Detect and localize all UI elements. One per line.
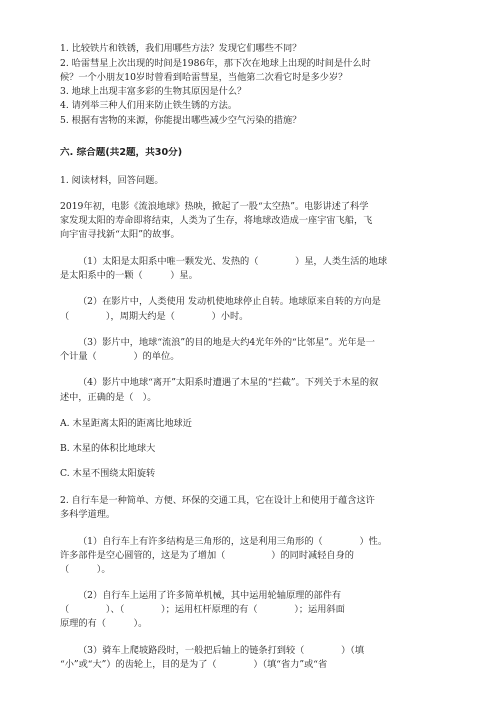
question-line: 1. 比较铁片和铁锈，我们用哪些方法？发现它们哪些不同？ (60, 43, 302, 54)
question-line: 候？一个小朋友10岁时曾看到哈雷彗星，当他第二次看它时是多少岁？ (60, 72, 348, 83)
sub-question-line: （3）骑车上爬坡路段时，一般把后轴上的链条打到较（ ）（填 (78, 645, 365, 656)
section-heading: 六. 综合题(共2题，共30分) (60, 147, 183, 158)
sub-question-line: （ ）。 (60, 564, 111, 575)
sub-question-line: 原理的有（ ）。 (60, 618, 148, 629)
sub-question-line: （ ）、（ ）；运用杠杆原理的有（ ）；运用斜面 (60, 604, 345, 615)
passage-line: 家发现太阳的寿命即将结束，人类为了生存，将地球改造成一座宇宙飞船，飞 (60, 215, 373, 226)
option-c: C. 木星不围绕太阳旋转 (60, 468, 156, 479)
question-title: 1. 阅读材料，回答问题。 (60, 175, 164, 186)
option-a: A. 木星距离太阳的距离比地球近 (60, 418, 192, 429)
sub-question-line: 述中，正确的是（ ）。 (60, 392, 157, 403)
question-line: 3. 地球上出现丰富多彩的生物其原因是什么？ (60, 86, 247, 97)
sub-question-line: （1）自行车上有许多结构是三角形的，这是利用三角形的（ ）性。 (78, 536, 388, 547)
question-line: 2. 哈雷彗星上次出现的时间是1986年，那下次在地球上出现的时间是什么时 (60, 58, 371, 69)
sub-question-line: 是太阳系中的一颗（ ）星。 (60, 270, 198, 281)
question-line: 5. 根据有害物的来源，你能提出哪些减少空气污染的措施？ (60, 115, 302, 126)
passage-line: 2019年初，电影《流浪地球》热映，掀起了一股“太空热”。电影讲述了科学 (60, 201, 369, 212)
sub-question-line: （4）影片中地球“离开”太阳系时遭遇了木星的“拦截”。下列关于木星的叙 (78, 377, 379, 388)
sub-question-line: （2）在影片中，人类使用 发动机使地球停止自转。地球原来自转的方向是 (78, 296, 381, 307)
sub-question-line: （ ），周期大约是（ ）小时。 (60, 311, 249, 322)
sub-question-line: （2）自行车上运用了许多简单机械，其中运用轮轴原理的部件有 (78, 590, 342, 601)
question-intro-line: 多科学道理。 (60, 509, 116, 520)
sub-question-line: （3）影片中，地球“流浪”的目的地是大约4光年外的“比邻星”。光年是一 (78, 337, 375, 348)
passage-line: 向宇宙寻找新“太阳”的故事。 (60, 229, 180, 240)
option-b: B. 木星的体积比地球大 (60, 443, 156, 454)
question-line: 4. 请列举三种人们用来防止铁生锈的方法。 (60, 100, 238, 111)
sub-question-line: “小”或“大”）的齿轮上，目的是为了（ ）（填“省力”或“省 (60, 659, 328, 670)
question-intro-line: 2. 自行车是一种简单、方便、环保的交通工具，它在设计上和使用于蕴含这许 (60, 495, 375, 506)
sub-question-line: 许多部件是空心圆管的，这是为了增加（ ）的同时减轻自身的 (60, 550, 354, 561)
sub-question-line: （1）太阳是太阳系中唯一颗发光、发热的（ ）星，人类生活的地球 (78, 256, 388, 267)
sub-question-line: 个计量（ ）的单位。 (60, 351, 180, 362)
